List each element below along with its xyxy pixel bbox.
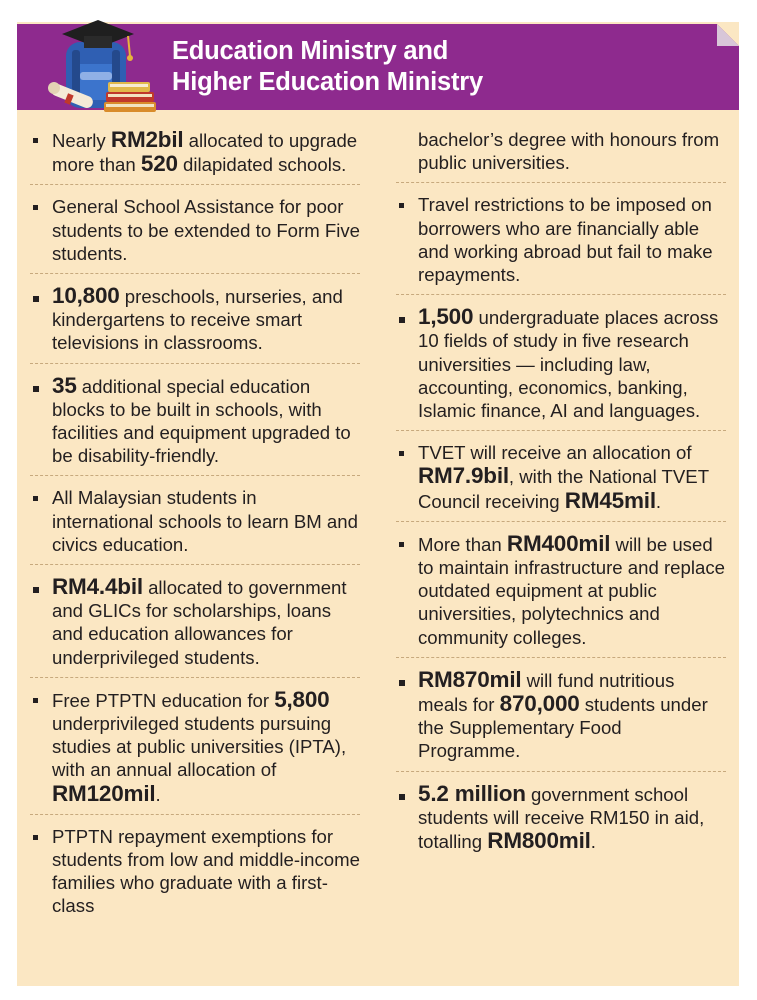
title-line-2: Higher Education Ministry [172,68,483,96]
item-highlight: RM45mil [564,487,656,513]
item-text: preschools, nurseries, and kindergartens to receive smart televisions in classrooms. [52,286,343,354]
list-item [30,575,360,678]
item-text: government school students will receive RM150 in aid, totalling [418,783,705,853]
page-title [172,36,483,98]
item-text: will fund nutritious meals for [418,669,675,716]
item-text: All Malaysian students in international schools to learn BM and civics education. [52,487,358,555]
list-item [396,532,726,658]
list-item [30,486,360,565]
item-highlight: RM120mil [52,780,156,806]
item-text: TVET will receive an allocation of [418,442,692,464]
item-text: Free PTPTN education for [52,689,275,711]
item-highlight: RM7.9bil [418,463,509,489]
item-text: dilapidated schools. [177,154,347,176]
list-item [30,374,360,477]
item-text: . [155,783,161,805]
item-text: Nearly [52,130,111,151]
school-backpack-graduation-icon [44,12,162,122]
item-text: allocated to government and GLICs for scholarships, loans and education allowances for underprivileged students. [52,577,347,668]
list-item [396,668,726,772]
item-text: students under the Supplementary Food Programme. [418,694,708,762]
item-highlight: 5,800 [274,686,330,712]
item-text: bachelor’s degree with honours from public universities. [418,129,720,174]
list-item [30,195,360,274]
item-text: . [590,831,596,853]
item-text: undergraduate places across 10 fields of study in five research universities — including law, accounting, economics, banking, Islamic finance, AI and languages. [418,307,719,422]
item-highlight: 520 [140,151,178,177]
item-text: . [655,490,662,512]
list-item [30,688,360,815]
list-item [396,782,726,862]
item-highlight: RM2bil [110,127,184,152]
item-highlight: RM400mil [506,530,611,556]
item-text: allocated to upgrade more than [52,130,358,176]
item-text: , with the National TVET Council receiving [418,466,709,512]
list-item [396,441,726,522]
item-text: will be used to maintain infrastructure and replace outdated equipment at public universities, polytechnics and community colleges. [418,533,725,648]
item-highlight: 10,800 [52,283,120,309]
item-highlight: 870,000 [499,691,580,717]
item-text: underprivileged students pursuing studies at public universities (IPTA), with an annual allocation of [52,713,347,781]
item-highlight: RM4.4bil [52,574,143,600]
item-text: More than [418,533,507,555]
item-highlight: RM800mil [487,828,591,854]
list-item-continued [396,128,726,183]
list-item [396,193,726,295]
item-text: additional special education blocks to be built in schools, with facilities and equipment upgraded to be disability-friendly. [52,375,351,467]
list-item [30,284,360,364]
item-highlight: 35 [52,372,77,398]
list-item [30,128,360,185]
item-highlight: 1,500 [418,304,474,330]
item-text: PTPTN repayment exemptions for students from low and middle-income families who graduate with a first-class [52,825,360,917]
item-highlight: 5.2 million [418,780,526,806]
item-text: Travel restrictions to be imposed on borrowers who are financially able and working abroad but fail to make repayments. [418,194,713,286]
title-line-1: Education Ministry and [172,37,449,65]
list-item [30,825,360,926]
item-text: General School Assistance for poor students to be extended to Form Five students. [52,196,360,264]
item-highlight: RM870mil [418,666,522,692]
right-column [396,128,726,871]
left-column [30,128,360,936]
list-item [396,305,726,431]
